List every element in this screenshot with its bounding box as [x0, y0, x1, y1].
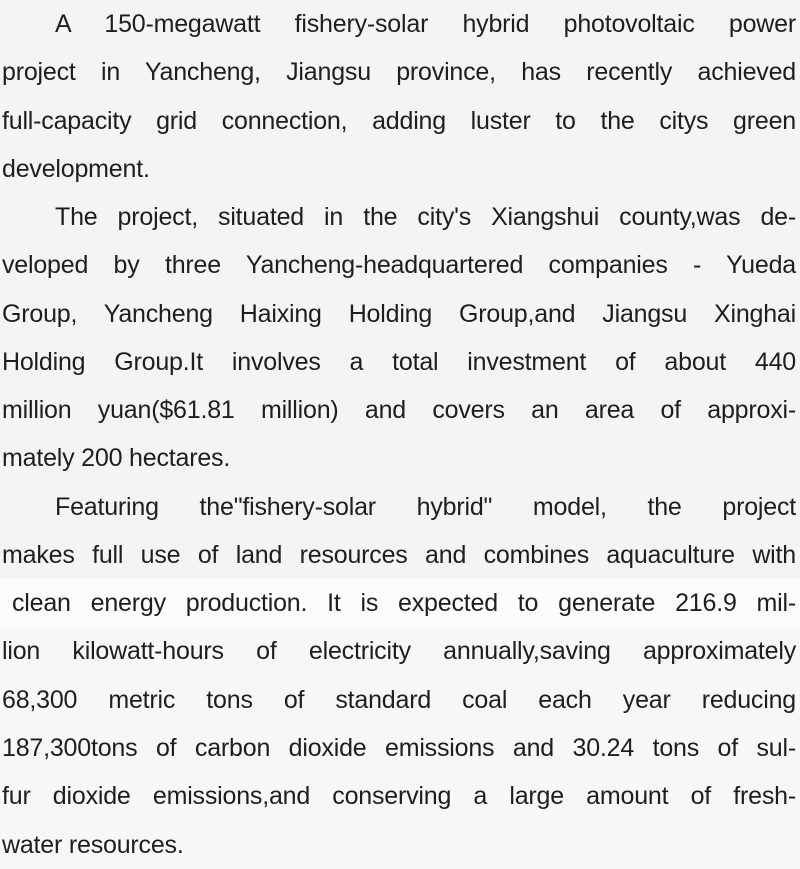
text-line: makes full use of land resources and combines aquaculture with [2, 540, 796, 569]
paragraph-2 [0, 193, 800, 483]
text-line: development. [2, 154, 150, 183]
text-line: fur dioxide emissions,and conserving a large amount of fresh- [0, 772, 800, 820]
text-line: clean energy production. It is expected to generate 216.9 mil- [0, 579, 800, 627]
text-line: project in Yancheng, Jiangsu province, has recently achieved [2, 58, 796, 87]
text-line: mately 200 hectares. [2, 444, 231, 473]
text-line: full-capacity grid connection, adding luster to the citys green [2, 106, 796, 135]
text-line: Holding Group.It involves a total investment of about 440 [2, 347, 796, 376]
text-line: A 150-megawatt fishery-solar hybrid photovoltaic power [55, 10, 796, 38]
text-line: million yuan($61.81 million) and covers an area of approxi- [2, 396, 796, 425]
text-line: 68,300 metric tons of standard coal each year reducing [0, 676, 800, 724]
text-line: water resources. [0, 821, 800, 869]
text-line: The project, situated in the city's Xiangshui county,was de- [55, 203, 796, 232]
text-line: 187,300tons of carbon dioxide emissions and 30.24 tons of sul- [0, 724, 800, 772]
text-line: Featuring the"fishery-solar hybrid" model, the project [55, 492, 796, 521]
text-line: Group, Yancheng Haixing Holding Group,and Jiangsu Xinghai [2, 299, 796, 328]
text-line: lion kilowatt-hours of electricity annually,saving approximately [0, 627, 800, 675]
paragraph-1 [0, 0, 800, 193]
text-line: veloped by three Yancheng-headquartered companies - Yueda [2, 251, 796, 280]
paragraph-3 [0, 483, 800, 869]
